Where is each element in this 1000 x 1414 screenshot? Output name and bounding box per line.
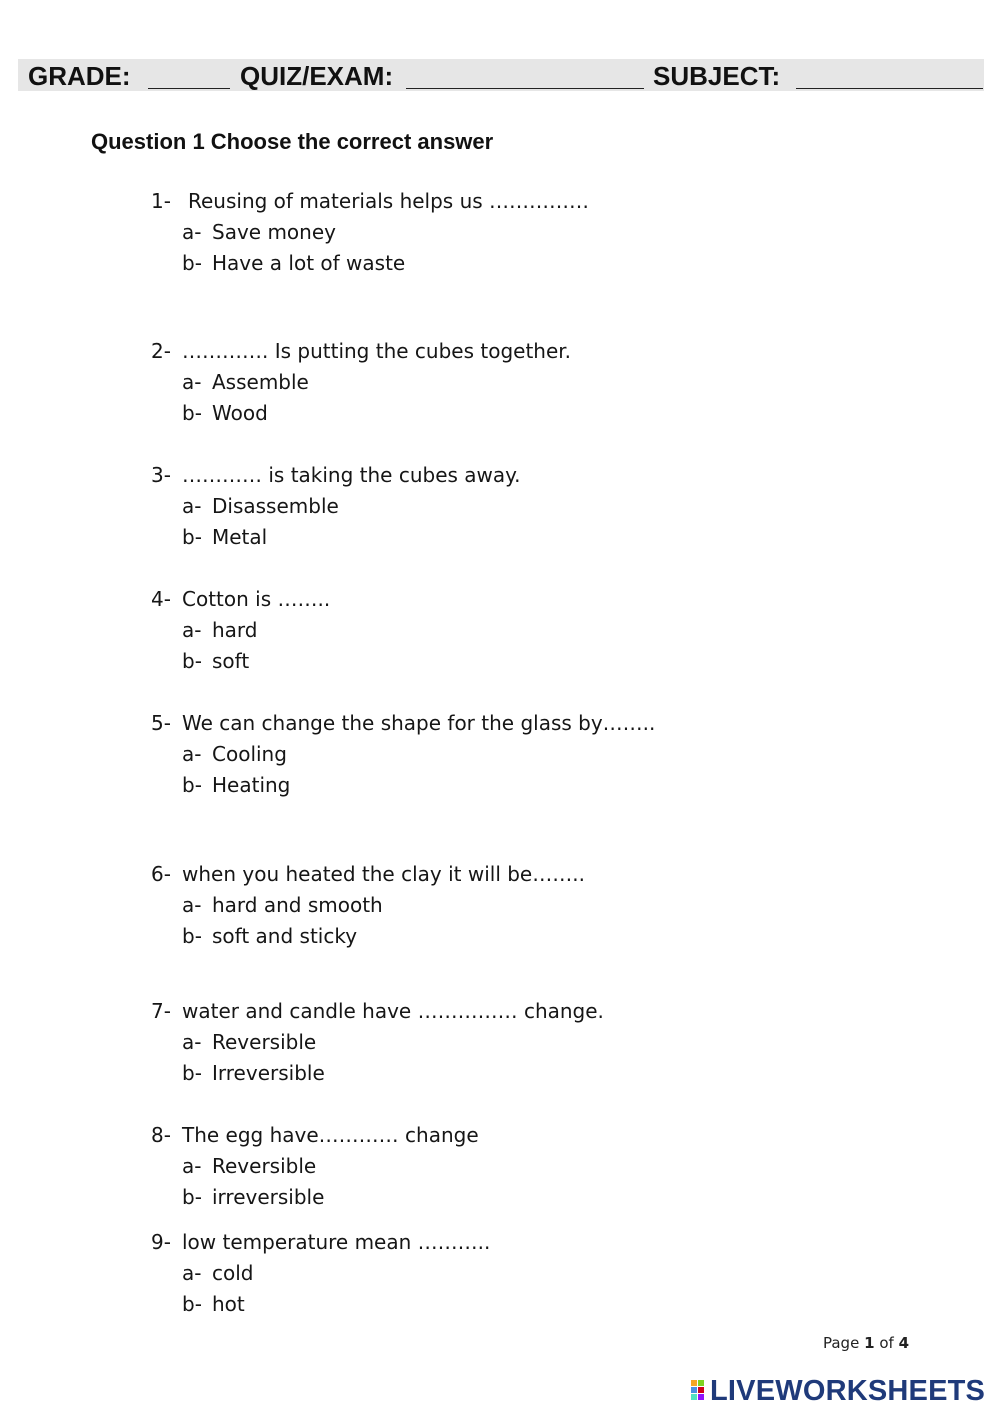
question-text: when you heated the clay it will be…….. bbox=[182, 862, 585, 886]
question-number: 9- bbox=[151, 1230, 171, 1254]
quiz-exam-blank[interactable] bbox=[406, 88, 644, 89]
option-text: Cooling bbox=[212, 742, 287, 766]
question-text: Cotton is …….. bbox=[182, 587, 331, 611]
option-text: soft and sticky bbox=[212, 924, 358, 948]
question-text: The egg have………… change bbox=[182, 1123, 479, 1147]
question-number: 6- bbox=[151, 862, 171, 886]
option-text: Disassemble bbox=[212, 494, 339, 518]
option-text: Heating bbox=[212, 773, 291, 797]
option-letter: a- bbox=[182, 1030, 202, 1054]
liveworksheets-logo bbox=[690, 1374, 990, 1408]
quiz-exam-label: QUIZ/EXAM: bbox=[240, 61, 394, 91]
option-text: hot bbox=[212, 1292, 245, 1316]
option-letter: a- bbox=[182, 370, 202, 394]
question-number: 2- bbox=[151, 339, 171, 363]
option-letter: a- bbox=[182, 893, 202, 917]
option-text: Metal bbox=[212, 525, 268, 549]
subject-label: SUBJECT: bbox=[653, 61, 781, 91]
question-text: Reusing of materials helps us …………… bbox=[188, 189, 590, 213]
option-letter: b- bbox=[182, 773, 202, 797]
option-letter: b- bbox=[182, 1061, 202, 1085]
question-text: ………… is taking the cubes away. bbox=[182, 463, 521, 487]
question-number: 3- bbox=[151, 463, 171, 487]
grade-blank[interactable] bbox=[148, 88, 230, 89]
option-text: hard and smooth bbox=[212, 893, 383, 917]
option-letter: b- bbox=[182, 924, 202, 948]
question-text: We can change the shape for the glass by…….. bbox=[182, 711, 656, 735]
liveworksheets-logo-icon bbox=[690, 1378, 712, 1402]
question-number: 4- bbox=[151, 587, 171, 611]
option-letter: a- bbox=[182, 1154, 202, 1178]
question-number: 8- bbox=[151, 1123, 171, 1147]
option-text: Assemble bbox=[212, 370, 309, 394]
question-text: water and candle have …………… change. bbox=[182, 999, 604, 1023]
option-letter: b- bbox=[182, 1292, 202, 1316]
page-number bbox=[823, 1334, 909, 1352]
option-text: hard bbox=[212, 618, 258, 642]
option-letter: b- bbox=[182, 525, 202, 549]
liveworksheets-logo-text: LIVEWORKSHEETS bbox=[710, 1375, 986, 1407]
option-text: Irreversible bbox=[212, 1061, 325, 1085]
question-number: 7- bbox=[151, 999, 171, 1023]
option-text: cold bbox=[212, 1261, 254, 1285]
page-word: Page bbox=[822, 1334, 860, 1352]
option-text: Reversible bbox=[212, 1154, 317, 1178]
subject-blank[interactable] bbox=[796, 88, 983, 89]
page-total: 4 bbox=[898, 1334, 909, 1352]
question-text: …………. Is putting the cubes together. bbox=[182, 339, 572, 363]
option-letter: b- bbox=[182, 401, 202, 425]
option-text: Reversible bbox=[212, 1030, 317, 1054]
option-letter: a- bbox=[182, 618, 202, 642]
header-bar bbox=[18, 59, 984, 91]
option-letter: a- bbox=[182, 742, 202, 766]
option-text: Wood bbox=[212, 401, 268, 425]
option-text: Save money bbox=[212, 220, 336, 244]
question-text: low temperature mean ……….. bbox=[182, 1230, 491, 1254]
option-letter: a- bbox=[182, 1261, 202, 1285]
option-text: Have a lot of waste bbox=[212, 251, 406, 275]
grade-label: GRADE: bbox=[28, 61, 131, 91]
option-text: irreversible bbox=[212, 1185, 325, 1209]
page-current: 1 bbox=[864, 1334, 875, 1352]
option-text: soft bbox=[212, 649, 250, 673]
option-letter: b- bbox=[182, 1185, 202, 1209]
option-letter: b- bbox=[182, 251, 202, 275]
question-number: 5- bbox=[151, 711, 171, 735]
option-letter: b- bbox=[182, 649, 202, 673]
of-word: of bbox=[879, 1334, 894, 1352]
option-letter: a- bbox=[182, 494, 202, 518]
question-number: 1- bbox=[151, 189, 171, 213]
option-letter: a- bbox=[182, 220, 202, 244]
question-title: Question 1 Choose the correct answer bbox=[91, 129, 494, 154]
